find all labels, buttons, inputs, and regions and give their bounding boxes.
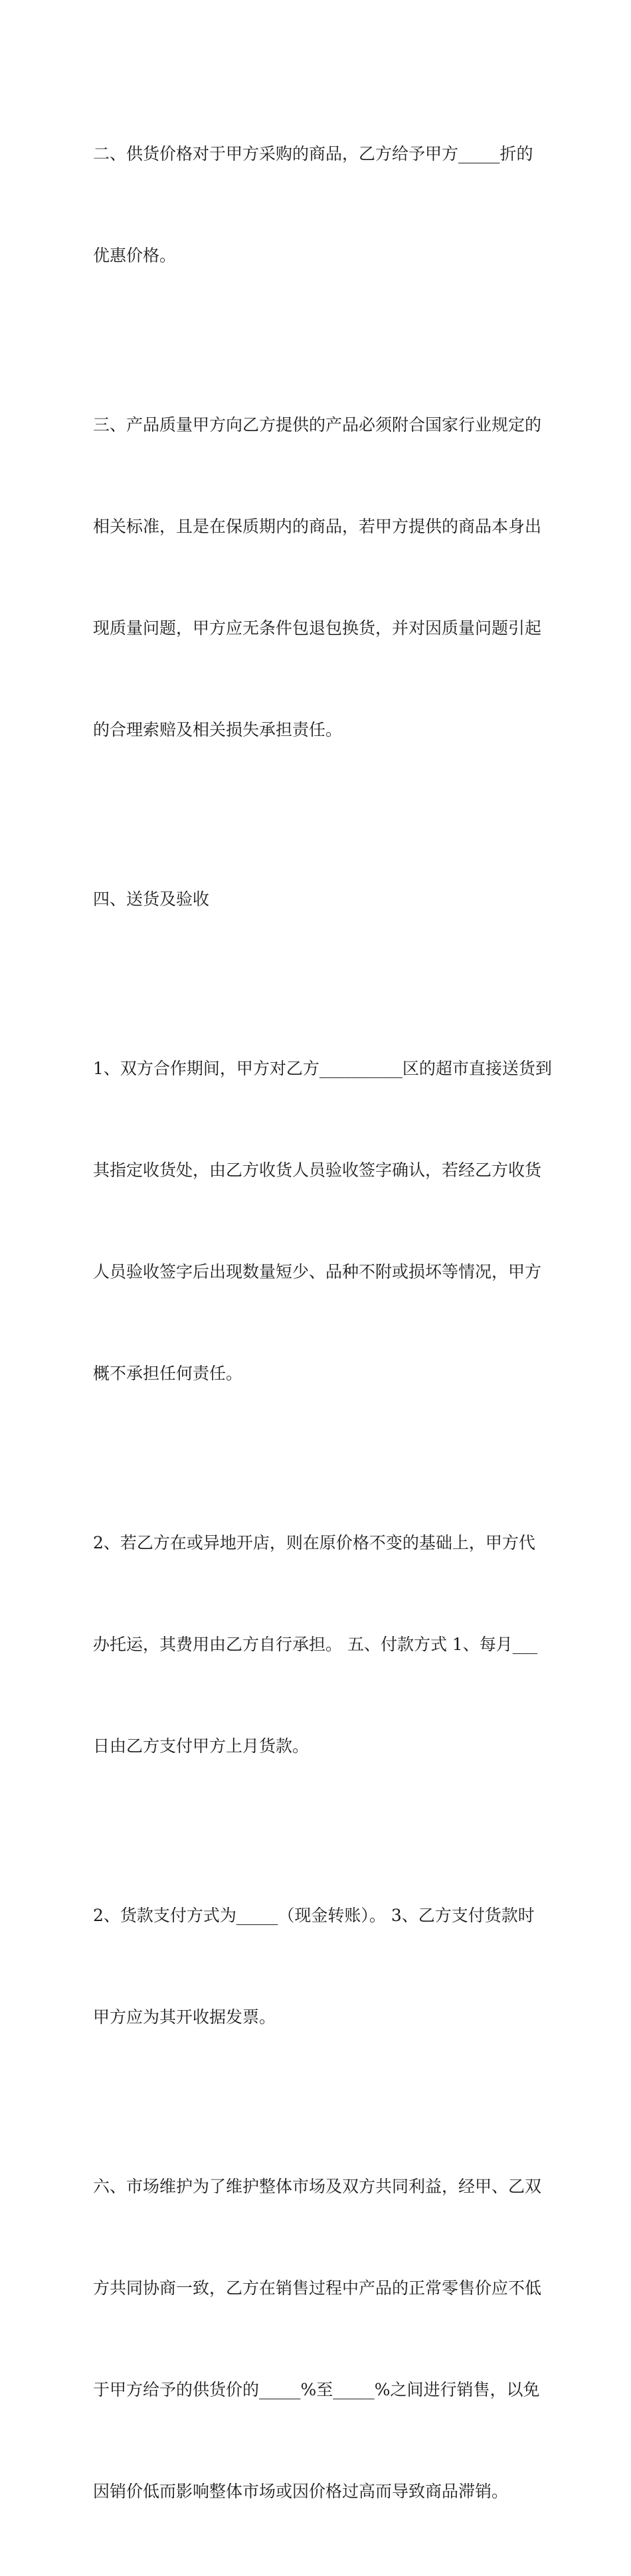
- paragraph-delivery-item-1: [93, 984, 552, 1458]
- text-line: 的合理索赔及相关损失承担责任。: [93, 720, 343, 739]
- section-heading-delivery: [93, 814, 545, 984]
- text-line: 其指定收货处，由乙方收货人员验收签字确认，若经乙方收货: [93, 1160, 542, 1180]
- text-line: 2、货款支付方式为_____（现金转账）。 3、乙方支付货款时: [93, 1906, 535, 1925]
- text-line: 1、双方合作期间，甲方对乙方__________区的超市直接送货到: [93, 1059, 552, 1078]
- text-line: 六、市场维护为了维护整体市场及双方共同利益，经甲、乙双: [93, 2177, 542, 2196]
- paragraph-delivery-item-2: [93, 1458, 545, 1831]
- paragraph-market-maintenance: [93, 2102, 545, 2576]
- text-line: 因销价低而影响整体市场或因价格过高而导致商品滞销。: [93, 2482, 509, 2501]
- text-line: 方共同协商一致，乙方在销售过程中产品的正常零售价应不低: [93, 2278, 542, 2298]
- text-line: 2、若乙方在或异地开店，则在原价格不变的基础上，甲方代: [93, 1533, 535, 1552]
- document-body: [93, 69, 552, 2576]
- text-line: 于甲方给予的供货价的_____%至_____%之间进行销售，以免: [93, 2380, 540, 2399]
- text-line: 优惠价格。: [93, 246, 177, 265]
- text-line: 二、供货价格对于甲方采购的商品，乙方给予甲方_____折的: [93, 144, 533, 163]
- text-line: 相关标准，且是在保质期内的商品，若甲方提供的商品本身出: [93, 517, 542, 536]
- paragraph-product-quality: [93, 340, 545, 814]
- text-line: 现质量问题，甲方应无条件包退包换货，并对因质量问题引起: [93, 618, 542, 638]
- text-line: 三、产品质量甲方向乙方提供的产品必须附合国家行业规定的: [93, 415, 542, 434]
- text-line: 日由乙方支付甲方上月货款。: [93, 1736, 310, 1756]
- text-line: 人员验收签字后出现数量短少、品种不附或损坏等情况，甲方: [93, 1262, 542, 1281]
- text-line: 四、送货及验收: [93, 889, 210, 909]
- paragraph-supply-price: [93, 69, 545, 340]
- text-line: 办托运，其费用由乙方自行承担。 五、付款方式 1、每月___: [93, 1635, 538, 1654]
- text-line: 概不承担任何责任。: [93, 1364, 243, 1383]
- text-line: 甲方应为其开收据发票。: [93, 2007, 276, 2027]
- paragraph-payment-method: [93, 1831, 545, 2102]
